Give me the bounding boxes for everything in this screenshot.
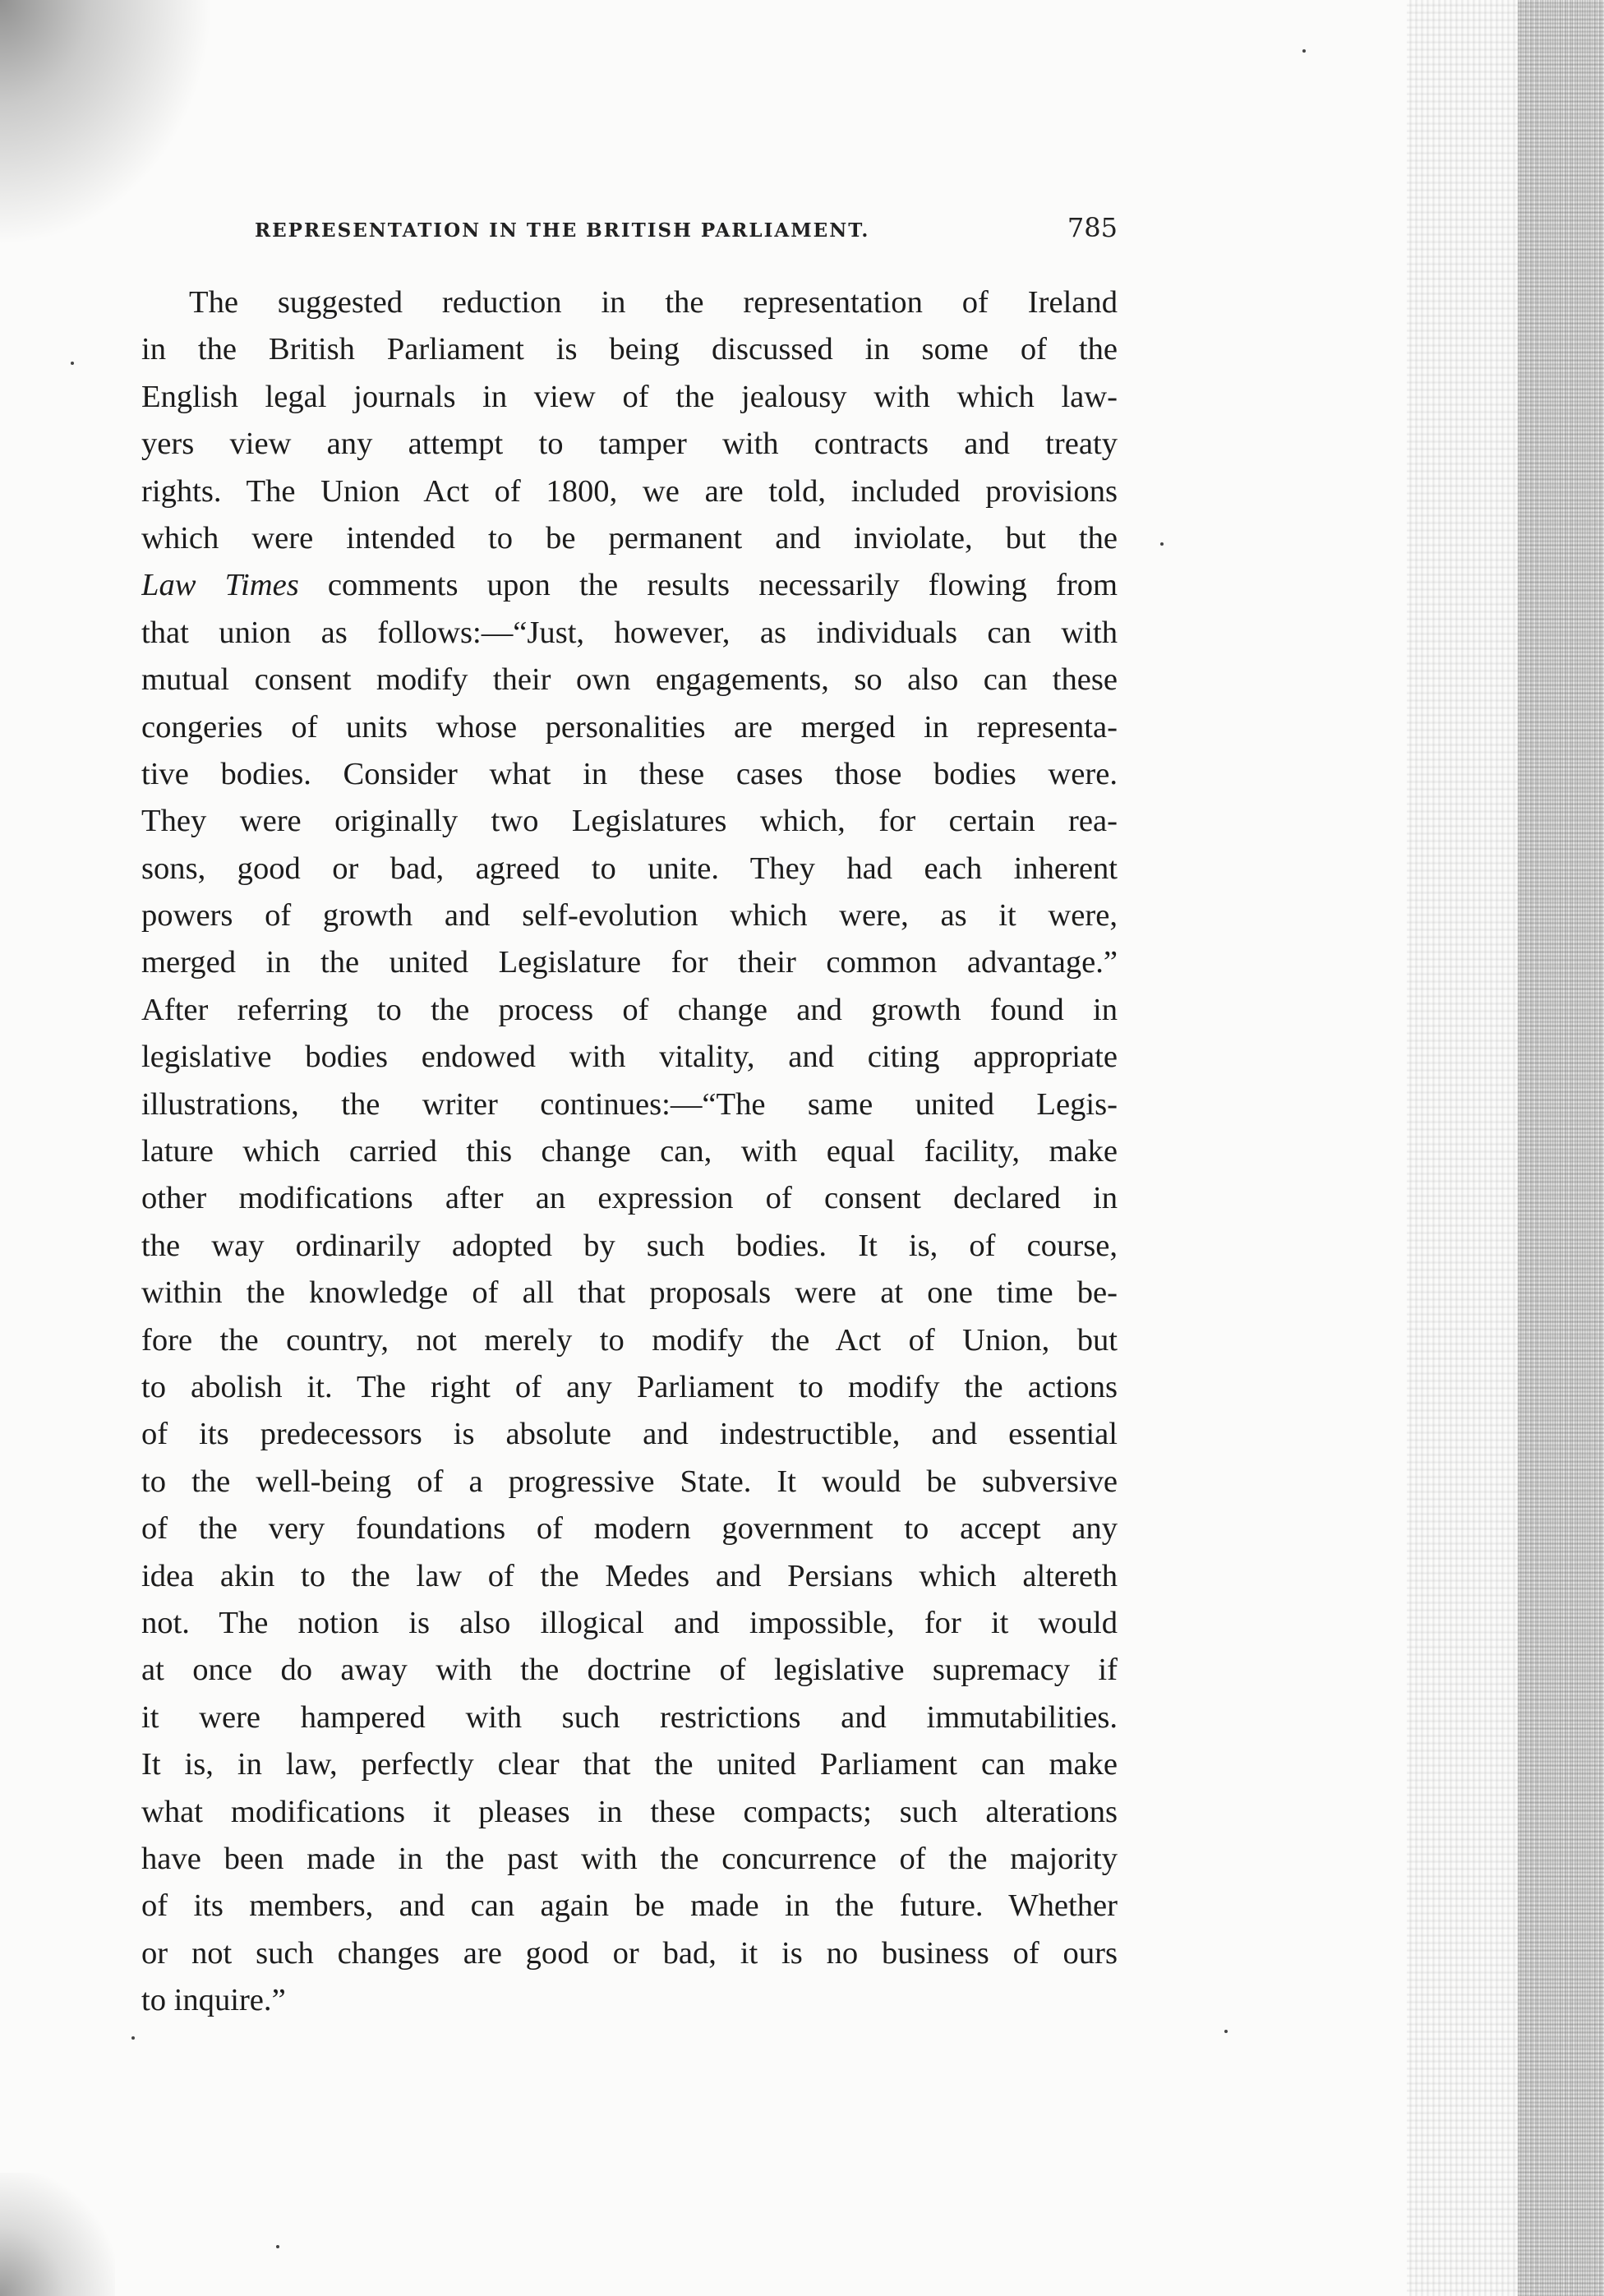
- text-line: of the very foundations of modern government to accept any: [141, 1511, 1118, 1547]
- text-line: to the well-being of a progressive State. It would be subversive: [141, 1464, 1118, 1499]
- scan-speck: [1224, 2030, 1228, 2033]
- text-line: it were hampered with such restrictions and immutabilities.: [141, 1699, 1118, 1735]
- italic-journal-title: Law Times: [141, 568, 299, 603]
- text-line: idea akin to the law of the Medes and Persians which altereth: [141, 1558, 1118, 1593]
- text-line: powers of growth and self-evolution which were, as it were,: [141, 898, 1118, 934]
- text-line: They were originally two Legislatures which, for certain rea-: [141, 804, 1118, 839]
- text-line: not. The notion is also illogical and impossible, for it would: [141, 1605, 1118, 1640]
- scan-speck: [276, 2245, 279, 2248]
- text-line: in the British Parliament is being discussed in some of the: [141, 332, 1118, 367]
- text-line: legislative bodies endowed with vitality, and citing appropriate: [141, 1040, 1118, 1075]
- text-line: what modifications it pleases in these compacts; such alterations: [141, 1794, 1118, 1829]
- text-line: other modifications after an expression of consent declared in: [141, 1181, 1118, 1216]
- text-line: the way ordinarily adopted by such bodies. It is, of course,: [141, 1228, 1118, 1263]
- text-line: congeries of units whose personalities are merged in representa-: [141, 709, 1118, 745]
- text-line: The suggested reduction in the representation of Ireland: [189, 285, 1118, 320]
- text-line: rights. The Union Act of 1800, we are told, included provisions: [141, 473, 1118, 509]
- text-line: tive bodies. Consider what in these cases those bodies were.: [141, 756, 1118, 791]
- running-title: REPRESENTATION IN THE BRITISH PARLIAMENT.: [255, 219, 870, 242]
- text-line: merged in the united Legislature for their common advantage.”: [141, 945, 1118, 980]
- text-line: to abolish it. The right of any Parliament to modify the actions: [141, 1369, 1118, 1404]
- scan-speck: [1160, 542, 1164, 546]
- text-line: fore the country, not merely to modify the Act of Union, but: [141, 1322, 1118, 1358]
- body-paragraph: [141, 279, 1118, 2024]
- scan-corner-shadow-top-left: [0, 0, 214, 247]
- text-line-last: to inquire.”: [141, 1983, 286, 2018]
- scan-edge-dark: [1518, 0, 1604, 2296]
- text-line-rest: comments upon the results necessarily flowing from: [327, 568, 1118, 603]
- text-line: English legal journals in view of the jealousy with which law-: [141, 379, 1118, 414]
- text-line: sons, good or bad, agreed to unite. They had each inherent: [141, 851, 1118, 886]
- text-line: After referring to the process of change and growth found in: [141, 992, 1118, 1027]
- text-line: at once do away with the doctrine of legislative supremacy if: [141, 1653, 1118, 1688]
- text-line-with-italic: [141, 562, 1118, 609]
- text-line: It is, in law, perfectly clear that the united Parliament can make: [141, 1747, 1118, 1782]
- scan-corner-shadow-bottom-left: [0, 2173, 115, 2296]
- text-line: which were intended to be permanent and inviolate, but the: [141, 520, 1118, 556]
- text-line: have been made in the past with the concurrence of the majority: [141, 1841, 1118, 1876]
- running-head: [255, 212, 1118, 248]
- text-line: of its predecessors is absolute and indestructible, and essential: [141, 1417, 1118, 1452]
- text-line: of its members, and can again be made in the future. Whether: [141, 1888, 1118, 1924]
- scan-speck: [131, 2036, 135, 2040]
- scan-speck: [71, 362, 74, 365]
- page-number: 785: [1067, 212, 1118, 243]
- text-line: that union as follows:—“Just, however, as individuals can with: [141, 615, 1118, 650]
- text-line: yers view any attempt to tamper with contracts and treaty: [141, 426, 1118, 462]
- text-line: mutual consent modify their own engagements, so also can these: [141, 662, 1118, 698]
- text-line: or not such changes are good or bad, it is no business of ours: [141, 1935, 1118, 1971]
- scan-speck: [1302, 49, 1306, 53]
- text-line: within the knowledge of all that proposals were at one time be-: [141, 1275, 1118, 1311]
- text-line: illustrations, the writer continues:—“The same united Legis-: [141, 1086, 1118, 1122]
- text-line: lature which carried this change can, with equal facility, make: [141, 1134, 1118, 1169]
